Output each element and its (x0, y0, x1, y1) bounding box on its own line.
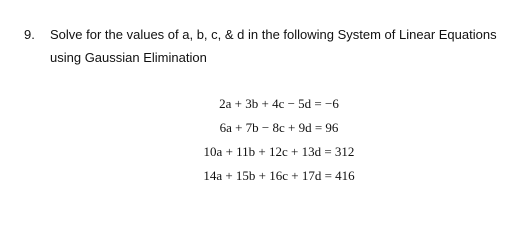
question-text-line-1: Solve for the values of a, b, c, & d in the following System of Linear Equations (50, 27, 497, 42)
equation-1: 2a + 3b + 4c − 5d = −6 (219, 96, 339, 111)
equation-2: 6a + 7b − 8c + 9d = 96 (219, 120, 339, 135)
question-number: 9. (24, 27, 35, 42)
equation-3: 10a + 11b + 12c + 13d = 312 (203, 144, 355, 159)
question-text-line-2: using Gaussian Elimination (50, 50, 207, 65)
equation-4: 14a + 15b + 16c + 17d = 416 (203, 168, 355, 183)
